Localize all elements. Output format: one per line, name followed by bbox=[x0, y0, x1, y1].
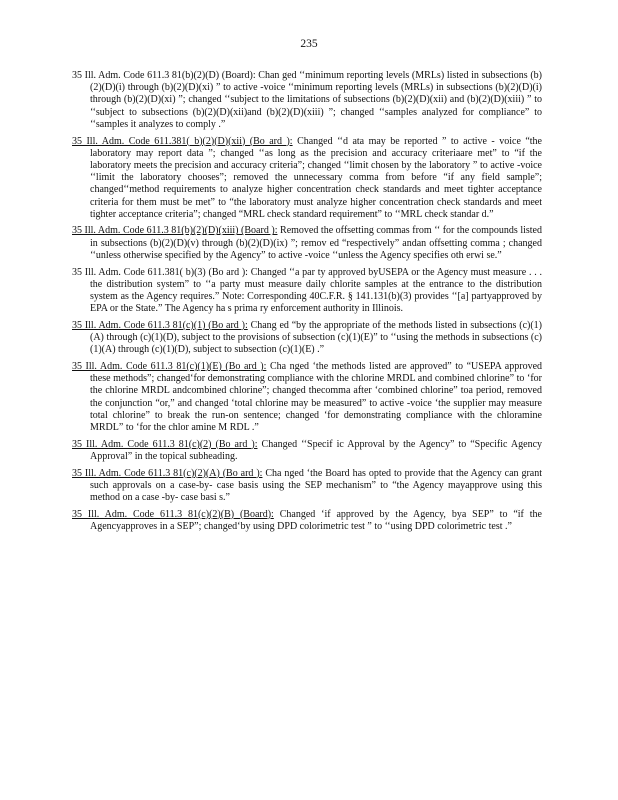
entry-1 bbox=[72, 70, 542, 131]
entry-text: Chan ged ‘‘minimum reporting levels (MRLs) listed in subsections (b)(2)(D)(i) through (b)(2)(D)(xi) ” to active -voice ‘‘minimum reporting levels (MRLs) in subsections (b)(2)(D)(i) through (b)(2)(D)(xi) ”; changed ‘‘subject to the limitations of subsections (b)(2)(D)(xii) and (b)(2)(D)(xiii) ” to ‘‘subject to subsections (b)(2)(D)(xii)and (b)(2)(D)(xiii) ”; changed ‘‘samples analyzed for compliance” to ‘‘samples it analyzes to comply .” bbox=[90, 70, 543, 130]
entry-5 bbox=[72, 320, 542, 357]
entry-text: Changed ‘‘Specif ic Approval by the Agency” to “Specific Agency Approval” in the topical subheading. bbox=[90, 438, 543, 462]
entry-note: Note: Corresponding 40C.F.R. § 141.131(b)(3) provides ‘‘[a] partyapproved by EPA or the State.” The Agency ha s prima ry enforcement authority in Illinois. bbox=[90, 290, 542, 315]
entry-text: Changed ‘if approved by the Agency, bya SEP” to “if the Agencyapproves in a SEP”; changed‘by using DPD colorimetric test ” to ‘‘using DPD colorimetric test .” bbox=[90, 508, 542, 532]
entry-4 bbox=[72, 267, 542, 316]
entry-citation: 35 Ill. Adm. Code 611.3 81(c)(2)(A) (Bo ard ): bbox=[72, 467, 263, 479]
entry-citation: 35 Ill. Adm. Code 611.3 81(c)(1) (Bo ard ): bbox=[72, 319, 248, 331]
entry-citation: 35 Ill. Adm. Code 611.3 81(c)(2)(B) (Board): bbox=[72, 508, 274, 520]
entry-text: Changed ‘‘d ata may be reported ” to active - voice “the laboratory may report data ”; changed ‘‘as long as the precision and accuracy criteriaare met” to “if the laboratory meets the precision and accuracy criteria”; changed ‘‘limit chosen by the laboratory ” to active -voice ‘‘limit the laboratory chooses”; removed the unnecessary comma from before “if any field sample”; changed‘‘method requirements to analyze higher concentration check standards and meet tighter acceptance criteria for them must be met” to “the laboratory must analyze higher concentration check standards and meet tighter acceptance criteria”; changed “MRL check standard requirement” to ‘‘MRL check standar d.” bbox=[90, 135, 542, 220]
entry-text: Cha nged ‘the methods listed are approved” to “USEPA approved these methods”; changed‘for demonstrating compliance with the chlorine MRDL and combined chlorine” to ‘for the chlorine MRDL andcombined chlorine”; changed thecomma after ‘combined chlorine” toa period, removed the conjunction “or,” and changed ‘total chlorine may be measured” to active -voice ‘the supplier may measure total chlorine” to break the run-on sentence; changed ‘for demonstrating compliance with the chloramine MRDL” to ‘for the chlor amine M RDL .” bbox=[90, 360, 543, 433]
entry-6 bbox=[72, 361, 542, 434]
entry-8 bbox=[72, 468, 542, 505]
entry-citation: 35 Ill. Adm. Code 611.3 81(b)(2)(D)(xiii) (Board ): bbox=[72, 225, 278, 237]
entry-citation: 35 Ill. Adm. Code 611.381( b)(2)(D)(xii) (Bo ard ): bbox=[72, 135, 293, 147]
entry-list bbox=[72, 70, 542, 538]
entry-3 bbox=[72, 225, 542, 262]
entry-citation: 35 Ill. Adm. Code 611.381( b)(3) (Bo ard ): bbox=[72, 266, 248, 278]
entry-9 bbox=[72, 509, 542, 533]
entry-text: Changed ‘‘a par ty approved byUSEPA or the Agency must measure . . . the distribution system” to ‘‘a party must measure daily chlorite samples at the entrance to the distribution system as the Agency requires.” bbox=[90, 266, 542, 302]
entry-citation: 35 Ill. Adm. Code 611.3 81(c)(2) (Bo ard ): bbox=[72, 438, 258, 450]
entry-citation: 35 Ill. Adm. Code 611.3 81(c)(1)(E) (Bo ard ): bbox=[72, 360, 267, 372]
entry-text: Removed the offsetting commas from ‘‘ for the compounds listed in subsections (b)(2)(D)(v) through (b)(2)(D)(ix) ”; remov ed “respectively” andan offsetting comma ; changed ‘‘unless otherwise specified by the Agency” to active -voice ‘‘unless the Agency specifies oth erwi se.” bbox=[90, 225, 542, 261]
entry-text: Chang ed “by the appropriate of the methods listed in subsections (c)(1)(A) through (c)(1)(D), subject to the provisions of subsection (c)(1)(E)” to ‘‘using the methods in subsections (c)(1)(A) through (c)(1)(D), subject to subsection (c)(1)(E) .” bbox=[90, 319, 543, 356]
entry-2 bbox=[72, 136, 542, 221]
entry-7 bbox=[72, 439, 542, 463]
entry-citation: 35 Ill. Adm. Code 611.3 81(b)(2)(D) (Board): bbox=[72, 70, 256, 81]
page-number: 235 bbox=[300, 38, 318, 50]
entry-text: Cha nged ‘the Board has opted to provide that the Agency can grant such approvals on a case-by- case basis using the SEP mechanism” to “the Agency mayapprove using this method on a case -by- case basi s.” bbox=[90, 467, 542, 503]
